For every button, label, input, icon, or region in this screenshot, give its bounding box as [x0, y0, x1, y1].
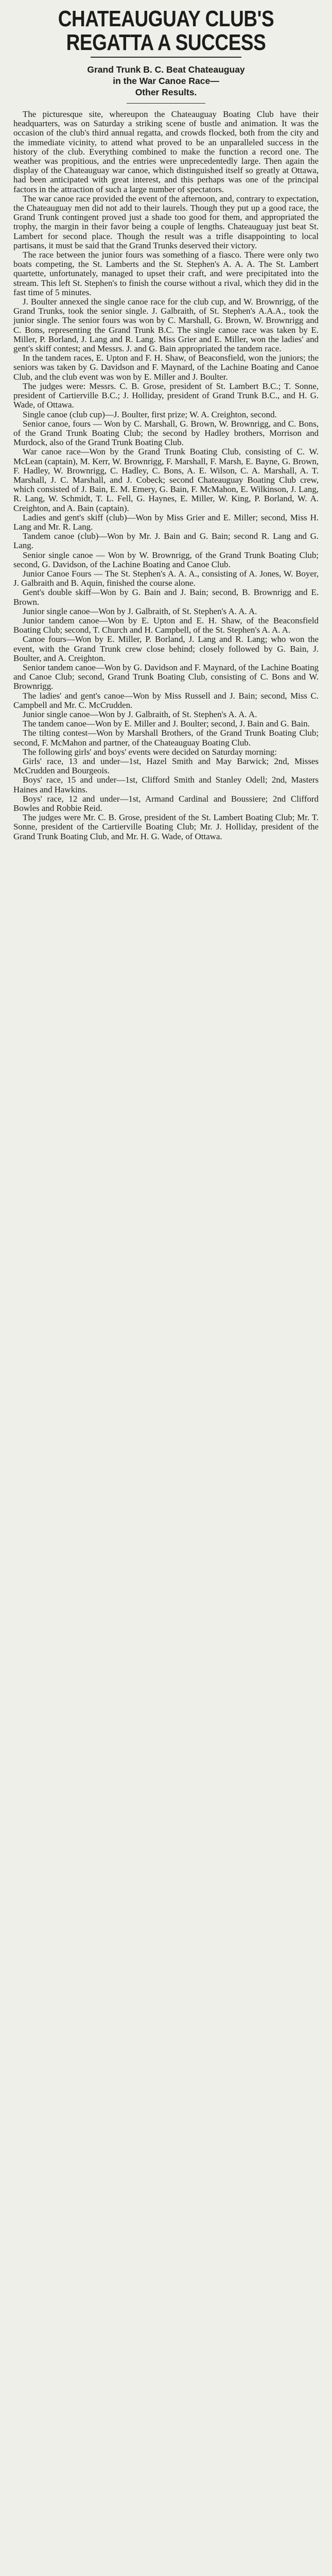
article-paragraph: Junior single canoe—Won by J. Galbraith, of St. Stephen's A. A. A. — [23, 709, 257, 719]
article-paragraph: The tandem canoe—Won by E. Miller and J. Boulter; second, J. Bain and G. Bain. — [23, 719, 310, 729]
article-paragraph: Girls' race, 13 and under—1st, Hazel Smith and May Barwick; 2nd, Misses McCrudden and Bourgeois. — [13, 756, 319, 776]
article-paragraph: Single canoe (club cup)—J. Boulter, first prize; W. A. Creighton, second. — [23, 409, 277, 419]
subhead-line-2: in the War Canoe Race— — [113, 76, 219, 86]
headline — [38, 7, 294, 55]
article-body — [13, 110, 319, 841]
headline-rule — [91, 57, 241, 58]
article-paragraph: Senior tandem canoe—Won by G. Davidson and F. Maynard, of the Lachine Boating and Canoe Club; second, Grand Trunk Boating Club, consisting of C. Bons and W. Brownrigg. — [13, 662, 319, 691]
subhead-line-1: Grand Trunk B. C. Beat Chateauguay — [87, 64, 245, 75]
article-paragraph: Boys' race, 12 and under—1st, Armand Cardinal and Boussiere; 2nd Clifford Bowles and Robbie Reid. — [13, 793, 319, 814]
subhead-line-3: Other Results. — [135, 87, 197, 97]
article-paragraph: The judges were: Messrs. C. B. Grose, president of St. Lambert B.C.; T. Sonne, president of Cartierville B.C.; J. Holliday, president of Grand Trunk B.C., and H. G. Wade, of Ottawa. — [13, 381, 319, 410]
article-paragraph: The race between the junior fours was something of a fiasco. There were only two boats competing, the St. Lamberts and the St. Stephen's A. A. A. The St. Lambert quartette, unfortunately, managed to upset their craft, and were precipitated into the stream. This left St. Stephen's to finish the course without a rival, which they did in the fast time of 5 minutes. — [13, 250, 319, 297]
article-paragraph: In the tandem races, E. Upton and F. H. Shaw, of Beaconsfield, won the juniors; the seniors was taken by G. Davidson and F. Maynard, of the Lachine Boating and Canoe Club, and the club event was won by E. Miller and J. Boulter. — [13, 353, 319, 382]
article-paragraph: The picturesque site, whereupon the Chateauguay Boating Club have their headquarters, was on Saturday a striking scene of bustle and animation. It was the occasion of the club's third annual regatta, and crowds flocked, both from the city and the immediate vicinity, to attend what proved to be an unparalleled success in the history of the club. Everything combined to make the function a record one. The weather was propitious, and the entries were unprecedentedly large. Then again the display of the Chateauguay war canoe, which distinguished itself so greatly at Ottawa, had been anticipated with great interest, and this perhaps was one of the principal factors in the attraction of such a large number of spectators. — [13, 109, 319, 194]
article-paragraph: War canoe race—Won by the Grand Trunk Boating Club, consisting of C. W. McLean (captain), M. Kerr, W. Brownrigg, F. Marshall, F. Marsh, E. Bayne, G. Brown, F. Hadley, W. Brownrigg, C. Hadley, C. Bons, A. E. Wilson, C. A. Marshall, A. T. Marshall, J. C. Marshall, and J. Cobeck; second Chateauguay Boating Club crew, which consisted of J. Bain, E. M. Emery, G. Bain, F. McMahon, E. Wilkinson, J. Lang, R. Lang, W. Schmidt, T. L. Fell, G. Haynes, E. Miller, W. King, P. Borland, W. A. Creighton, and A. Bain (captain). — [13, 447, 319, 513]
article-paragraph: Senior canoe, fours — Won by C. Marshall, G. Brown, W. Brownrigg, and C. Bons, of the Grand Trunk Boating Club; the second by Hadley brothers, Morrison and Murdock, also of the Grand Trunk Boating Club. — [13, 418, 319, 448]
article-paragraph: Senior single canoe — Won by W. Brownrigg, of the Grand Trunk Boating Club; second, G. Davidson, of the Lachine Boating and Canoe Club. — [13, 550, 319, 569]
subhead-rule — [127, 103, 205, 104]
article-paragraph: Gent's double skiff—Won by G. Bain and J. Bain; second, B. Brownrigg and E. Brown. — [13, 587, 319, 607]
article-paragraph: Junior single canoe—Won by J. Galbraith, of St. Stephen's A. A. A. — [23, 606, 257, 616]
article-paragraph: J. Boulter annexed the single canoe race for the club cup, and W. Brownrigg, of the Grand Trunks, took the senior single. J. Galbraith, of St. Stephen's A.A.A., took the junior single. The senior fours was won by C. Marshall, G. Brown, W. Brownrigg and C. Bons, representing the Grand Trunk B.C. The single canoe race was taken by E. Miller, P. Borland, J. Lang and R. Lang. Miss Grier and E. Miller, won the ladies' and gent's skiff contest; and Messrs. J. and G. Bain appropriated the tandem race. — [13, 297, 319, 354]
article-paragraph: The judges were Mr. C. B. Grose, president of the St. Lambert Boating Club; Mr. T. Sonne, president of the Cartierville Boating Club; Mr. J. Holliday, president of the Grand Trunk Boating Club, and Mr. H. G. Wade, of Ottawa. — [13, 812, 319, 841]
article-paragraph: The war canoe race provided the event of the afternoon, and, contrary to expectation, the Chateauguay men did not add to their laurels. Though they put up a good race, the Grand Trunk contingent proved just a shade too good for them, and appropriated the trophy, the margin in their favor being a couple of lengths. Chateauguay just beat St. Lambert for second place. Though the result was a trifle disappointing to local partisans, it must be said that the Grand Trunks deserved their victory. — [13, 193, 319, 250]
article-paragraph: Ladies and gent's skiff (club)—Won by Miss Grier and E. Miller; second, Miss H. Lang and Mr. R. Lang. — [13, 512, 319, 532]
article-paragraph: The following girls' and boys' events were decided on Saturday morning: — [23, 747, 277, 757]
article-paragraph: Junior tandem canoe—Won by E. Upton and E. H. Shaw, of the Beaconsfield Boating Club; second, T. Church and H. Campbell, of the St. Stephen's A. A. A. — [13, 615, 319, 635]
headline-line-2: REGATTA A SUCCESS — [66, 30, 266, 55]
subheadline — [13, 64, 319, 98]
article-paragraph: Boys' race, 15 and under—1st, Clifford Smith and Stanley Odell; 2nd, Masters Haines and Hawkins. — [13, 775, 319, 794]
article-paragraph: The ladies' and gent's canoe—Won by Miss Russell and J. Bain; second, Miss C. Campbell and Mr. C. McCrudden. — [13, 690, 319, 710]
article-paragraph: Tandem canoe (club)—Won by Mr. J. Bain and G. Bain; second R. Lang and G. Lang. — [13, 531, 319, 551]
article-paragraph: Junior Canoe Fours — The St. Stephen's A. A. A., consisting of A. Jones, W. Boyer, J. Galbraith and B. Aquin, finished the course alone. — [13, 568, 319, 588]
article-paragraph: Canoe fours—Won by E. Miller, P. Borland, J. Lang and R. Lang; who won the event, with the Grand Trunk crew close behind; closely followed by G. Bain, J. Boulter, and A. Creighton. — [13, 634, 319, 663]
headline-line-1: CHATEAUGUAY CLUB'S — [58, 6, 274, 31]
article-paragraph: The tilting contest—Won by Marshall Brothers, of the Grand Trunk Boating Club; second, F. McMahon and partner, of the Chateauguay Boating Club. — [13, 728, 319, 748]
